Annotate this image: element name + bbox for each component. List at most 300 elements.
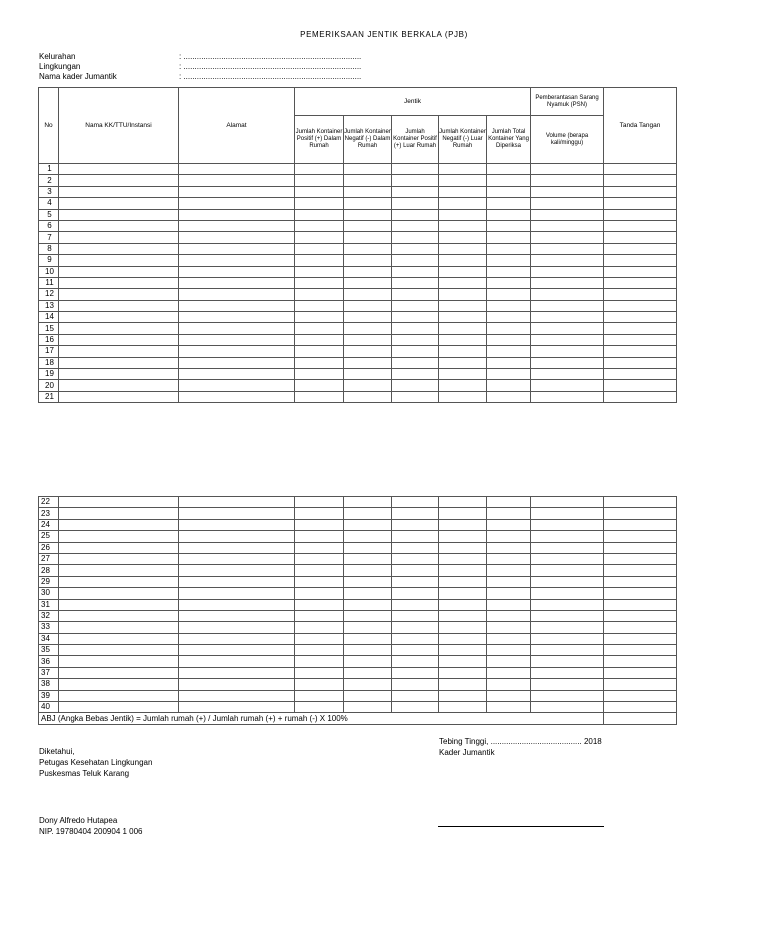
table-cell [295, 198, 344, 209]
row-number: 12 [39, 289, 59, 300]
table-cell [392, 255, 439, 266]
table-cell [392, 679, 439, 690]
table-cell [604, 380, 677, 391]
table-cell [59, 519, 179, 530]
table-cell [295, 300, 344, 311]
table-body-page2 [39, 497, 677, 713]
table-cell [392, 633, 439, 644]
table-cell [344, 277, 392, 288]
table-cell [344, 289, 392, 300]
table-cell [392, 519, 439, 530]
table-cell [487, 255, 531, 266]
table-cell [392, 391, 439, 402]
table-cell [59, 357, 179, 368]
table-row [39, 645, 677, 656]
row-number: 15 [39, 323, 59, 334]
table-cell [295, 565, 344, 576]
table-cell [439, 243, 487, 254]
table-cell [295, 312, 344, 323]
row-number: 9 [39, 255, 59, 266]
table-cell [295, 346, 344, 357]
table-cell [392, 645, 439, 656]
table-cell [179, 334, 295, 345]
table-cell [487, 576, 531, 587]
abj-formula: ABJ (Angka Bebas Jentik) = Jumlah rumah (+) / Jumlah rumah (+) + rumah (-) X 100% [39, 713, 604, 724]
table-cell [487, 232, 531, 243]
table-cell [439, 519, 487, 530]
table-cell [179, 519, 295, 530]
table-cell [487, 323, 531, 334]
pjb-table-page2 [38, 496, 677, 725]
table-cell [295, 323, 344, 334]
table-cell [487, 610, 531, 621]
table-cell [487, 209, 531, 220]
table-cell [344, 565, 392, 576]
row-number: 35 [39, 645, 59, 656]
table-cell [59, 289, 179, 300]
table-cell [487, 277, 531, 288]
table-cell [392, 334, 439, 345]
table-cell [392, 588, 439, 599]
table-cell [604, 622, 677, 633]
table-cell [179, 175, 295, 186]
table-cell [59, 312, 179, 323]
row-number: 2 [39, 175, 59, 186]
header-negatif-luar: Jumlah Kontainer Negatif (-) Luar Rumah [439, 116, 487, 164]
row-number: 27 [39, 553, 59, 564]
table-cell [487, 690, 531, 701]
table-cell [295, 232, 344, 243]
table-cell [604, 277, 677, 288]
table-cell [295, 497, 344, 508]
table-cell [439, 357, 487, 368]
table-cell [295, 266, 344, 277]
table-row [39, 576, 677, 587]
table-row [39, 357, 677, 368]
table-row [39, 175, 677, 186]
table-row [39, 232, 677, 243]
table-row [39, 633, 677, 644]
table-cell [295, 588, 344, 599]
table-cell [59, 508, 179, 519]
petugas-title: Petugas Kesehatan Lingkungan [39, 758, 153, 767]
table-cell [179, 277, 295, 288]
table-cell [179, 599, 295, 610]
table-cell [487, 391, 531, 402]
table-row [39, 266, 677, 277]
table-cell [531, 702, 604, 713]
table-cell [179, 346, 295, 357]
table-cell [487, 542, 531, 553]
table-cell [439, 553, 487, 564]
table-cell [392, 300, 439, 311]
table-cell [487, 380, 531, 391]
table-cell [487, 243, 531, 254]
table-cell [295, 667, 344, 678]
table-cell [392, 164, 439, 175]
table-row [39, 553, 677, 564]
table-cell [392, 266, 439, 277]
table-cell [439, 690, 487, 701]
table-cell [604, 599, 677, 610]
row-number: 38 [39, 679, 59, 690]
table-cell [604, 312, 677, 323]
table-cell [604, 209, 677, 220]
table-cell [487, 553, 531, 564]
table-cell [392, 380, 439, 391]
table-cell [531, 645, 604, 656]
table-cell [179, 323, 295, 334]
table-row [39, 542, 677, 553]
table-cell [392, 232, 439, 243]
abj-row [39, 713, 677, 724]
table-cell [439, 300, 487, 311]
table-row [39, 599, 677, 610]
header-total: Jumlah Total Kontainer Yang Diperiksa [487, 116, 531, 164]
table-cell [392, 289, 439, 300]
table-cell [179, 209, 295, 220]
table-cell [179, 633, 295, 644]
table-cell [604, 323, 677, 334]
table-cell [295, 610, 344, 621]
table-cell [439, 323, 487, 334]
table-cell [487, 599, 531, 610]
table-cell [295, 656, 344, 667]
table-cell [531, 690, 604, 701]
table-cell [344, 232, 392, 243]
table-cell [439, 289, 487, 300]
table-cell [295, 645, 344, 656]
table-cell [59, 622, 179, 633]
table-cell [531, 622, 604, 633]
table-cell [344, 622, 392, 633]
table-cell [295, 531, 344, 542]
table-cell [439, 542, 487, 553]
table-cell [487, 312, 531, 323]
table-cell [59, 633, 179, 644]
row-number: 18 [39, 357, 59, 368]
table-row [39, 255, 677, 266]
table-cell [531, 633, 604, 644]
table-cell [179, 391, 295, 402]
official-name: Dony Alfredo Hutapea [39, 816, 118, 825]
place-date: Tebing Tinggi, ......................................... 2018 [439, 737, 602, 746]
table-cell [179, 369, 295, 380]
header-volume: Volume (berapa kali/minggu) [531, 116, 604, 164]
info-label: Nama kader Jumantik [39, 72, 117, 81]
table-cell [59, 565, 179, 576]
table-cell [604, 679, 677, 690]
row-number: 3 [39, 186, 59, 197]
table-cell [531, 289, 604, 300]
table-cell [59, 323, 179, 334]
table-cell [59, 497, 179, 508]
table-cell [179, 312, 295, 323]
table-cell [531, 369, 604, 380]
row-number: 10 [39, 266, 59, 277]
table-cell [344, 186, 392, 197]
row-number: 4 [39, 198, 59, 209]
table-cell [392, 565, 439, 576]
table-cell [531, 553, 604, 564]
table-cell [439, 565, 487, 576]
table-row [39, 323, 677, 334]
table-cell [344, 357, 392, 368]
table-cell [487, 175, 531, 186]
table-cell [487, 519, 531, 530]
table-cell [179, 690, 295, 701]
table-cell [295, 289, 344, 300]
table-cell [531, 198, 604, 209]
table-cell [179, 300, 295, 311]
table-cell [392, 323, 439, 334]
table-cell [295, 553, 344, 564]
table-cell [531, 519, 604, 530]
table-cell [295, 599, 344, 610]
table-cell [179, 243, 295, 254]
table-cell [179, 186, 295, 197]
table-cell [59, 667, 179, 678]
table-cell [59, 576, 179, 587]
table-cell [295, 175, 344, 186]
table-cell [604, 266, 677, 277]
table-cell [344, 553, 392, 564]
table-cell [295, 391, 344, 402]
table-cell [59, 334, 179, 345]
table-cell [531, 380, 604, 391]
table-cell [344, 508, 392, 519]
table-cell [604, 656, 677, 667]
table-cell [439, 334, 487, 345]
info-label: Lingkungan [39, 62, 81, 71]
table-cell [59, 645, 179, 656]
table-cell [604, 576, 677, 587]
table-cell [295, 277, 344, 288]
table-cell [531, 164, 604, 175]
table-cell [487, 645, 531, 656]
table-cell [344, 346, 392, 357]
table-cell [531, 497, 604, 508]
table-cell [392, 497, 439, 508]
table-cell [179, 679, 295, 690]
header-negatif-dalam: Jumlah Kontainer Negatif (-) Dalam Rumah [344, 116, 392, 164]
table-cell [392, 508, 439, 519]
table-row [39, 656, 677, 667]
table-cell [604, 542, 677, 553]
table-cell [295, 576, 344, 587]
table-cell [392, 186, 439, 197]
table-cell [295, 243, 344, 254]
table-row [39, 164, 677, 175]
table-cell [604, 346, 677, 357]
table-cell [604, 713, 677, 724]
table-cell [392, 553, 439, 564]
table-cell [487, 565, 531, 576]
row-number: 8 [39, 243, 59, 254]
table-cell [59, 232, 179, 243]
table-cell [179, 380, 295, 391]
table-cell [179, 497, 295, 508]
table-cell [179, 588, 295, 599]
table-cell [179, 255, 295, 266]
table-cell [344, 599, 392, 610]
table-cell [392, 542, 439, 553]
table-cell [604, 565, 677, 576]
info-row-kelurahan [39, 52, 361, 62]
table-row [39, 198, 677, 209]
table-row [39, 588, 677, 599]
table-cell [439, 164, 487, 175]
table-cell [295, 209, 344, 220]
table-cell [392, 702, 439, 713]
table-row [39, 300, 677, 311]
header-tanda-tangan: Tanda Tangan [604, 88, 677, 164]
table-cell [392, 610, 439, 621]
table-cell [179, 357, 295, 368]
table-cell [59, 198, 179, 209]
table-cell [179, 656, 295, 667]
table-cell [439, 497, 487, 508]
table-cell [531, 266, 604, 277]
row-number: 36 [39, 656, 59, 667]
table-cell [487, 633, 531, 644]
table-cell [439, 346, 487, 357]
table-cell [439, 679, 487, 690]
table-cell [531, 334, 604, 345]
table-cell [604, 175, 677, 186]
header-psn: Pemberantasan Sarang Nyamuk (PSN) [531, 88, 604, 116]
table-cell [59, 690, 179, 701]
row-number: 34 [39, 633, 59, 644]
table-cell [392, 531, 439, 542]
table-cell [487, 289, 531, 300]
table-row [39, 702, 677, 713]
table-cell [295, 380, 344, 391]
table-cell [604, 702, 677, 713]
table-cell [344, 656, 392, 667]
table-cell [295, 633, 344, 644]
table-cell [531, 610, 604, 621]
official-identity [39, 815, 143, 837]
table-cell [604, 243, 677, 254]
table-cell [439, 369, 487, 380]
table-cell [59, 542, 179, 553]
row-number: 13 [39, 300, 59, 311]
info-value: : ................................................................................ [179, 52, 362, 61]
table-cell [59, 599, 179, 610]
table-cell [392, 576, 439, 587]
table-cell [531, 531, 604, 542]
table-cell [392, 346, 439, 357]
row-number: 11 [39, 277, 59, 288]
table-cell [295, 542, 344, 553]
table-cell [344, 667, 392, 678]
table-cell [179, 667, 295, 678]
table-cell [392, 209, 439, 220]
table-cell [295, 357, 344, 368]
table-cell [59, 266, 179, 277]
row-number: 37 [39, 667, 59, 678]
table-cell [487, 220, 531, 231]
table-cell [344, 588, 392, 599]
table-row [39, 610, 677, 621]
info-value: : ................................................................................ [179, 72, 362, 81]
header-positif-dalam: Jumlah Kontainer Positif (+) Dalam Rumah [295, 116, 344, 164]
table-cell [439, 220, 487, 231]
table-cell [531, 599, 604, 610]
table-cell [604, 391, 677, 402]
table-cell [179, 542, 295, 553]
table-cell [604, 645, 677, 656]
table-cell [59, 369, 179, 380]
table-cell [59, 243, 179, 254]
table-cell [531, 255, 604, 266]
table-cell [344, 255, 392, 266]
table-cell [604, 519, 677, 530]
table-cell [295, 679, 344, 690]
table-cell [604, 497, 677, 508]
table-cell [392, 243, 439, 254]
table-cell [59, 300, 179, 311]
table-cell [604, 633, 677, 644]
table-cell [439, 209, 487, 220]
table-cell [487, 656, 531, 667]
table-row [39, 289, 677, 300]
table-cell [531, 232, 604, 243]
table-cell [487, 357, 531, 368]
row-number: 23 [39, 508, 59, 519]
table-row [39, 667, 677, 678]
table-cell [344, 323, 392, 334]
row-number: 16 [39, 334, 59, 345]
table-cell [179, 508, 295, 519]
row-number: 22 [39, 497, 59, 508]
table-cell [179, 565, 295, 576]
table-cell [531, 588, 604, 599]
table-cell [295, 702, 344, 713]
table-cell [392, 357, 439, 368]
table-cell [439, 576, 487, 587]
table-cell [392, 312, 439, 323]
table-cell [59, 175, 179, 186]
table-cell [604, 531, 677, 542]
table-cell [487, 531, 531, 542]
table-cell [604, 220, 677, 231]
table-cell [179, 289, 295, 300]
table-cell [487, 164, 531, 175]
table-cell [604, 289, 677, 300]
table-cell [392, 667, 439, 678]
table-cell [604, 300, 677, 311]
row-number: 30 [39, 588, 59, 599]
table-cell [59, 186, 179, 197]
table-cell [604, 553, 677, 564]
table-cell [344, 391, 392, 402]
signature-line [438, 826, 604, 827]
table-cell [439, 633, 487, 644]
table-cell [531, 300, 604, 311]
table-cell [344, 198, 392, 209]
table-cell [604, 508, 677, 519]
table-cell [392, 198, 439, 209]
right-signature-block [439, 736, 602, 758]
table-cell [295, 508, 344, 519]
table-cell [179, 645, 295, 656]
table-row [39, 220, 677, 231]
table-cell [439, 266, 487, 277]
table-cell [344, 243, 392, 254]
table-cell [531, 209, 604, 220]
